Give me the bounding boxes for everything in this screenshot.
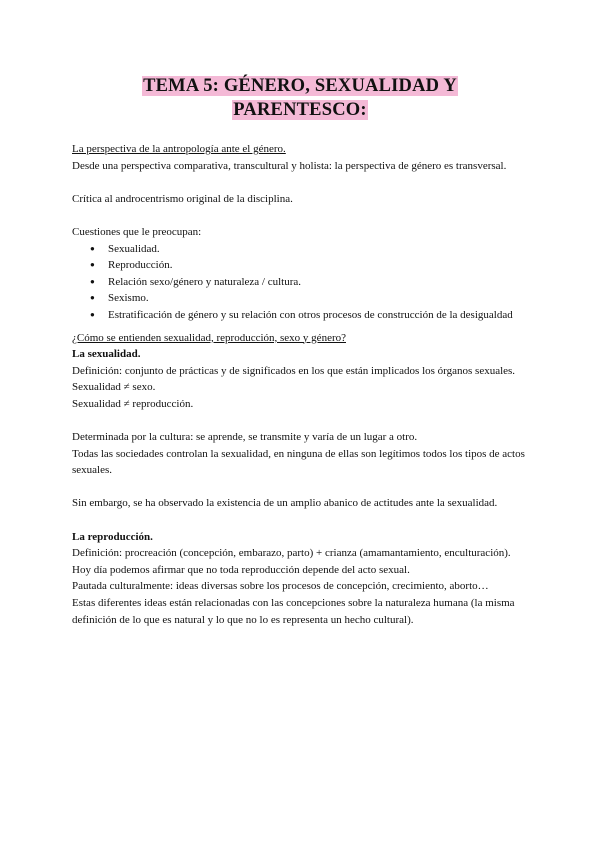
paragraph-cultura: Determinada por la cultura: se aprende, se transmite y varía de un lugar a otro. bbox=[72, 431, 418, 444]
sexualidad-heading: La sexualidad. bbox=[72, 348, 141, 361]
list-item: ● Estratificación de género y su relación con otros procesos de construcción de la desigualdad bbox=[72, 307, 542, 324]
title-line-1: TEMA 5: GÉNERO, SEXUALIDAD Y bbox=[143, 76, 457, 96]
paragraph-cuestiones: Cuestiones que le preocupan: bbox=[72, 225, 202, 238]
list-item: ● Sexismo. bbox=[72, 290, 542, 307]
section-heading-perspectiva: La perspectiva de la antropología ante el género. bbox=[72, 143, 286, 155]
bullet-list-cuestiones bbox=[72, 241, 542, 324]
sexualidad-neq-reproduccion: Sexualidad ≠ reproducción. bbox=[72, 397, 194, 410]
page-title bbox=[0, 74, 600, 122]
section-question: ¿Cómo se entienden sexualidad, reproducción, sexo y género? bbox=[72, 331, 346, 344]
paragraph-perspectiva: Desde una perspectiva comparativa, transcultural y holista: la perspectiva de género es transversal. bbox=[72, 159, 507, 172]
title-line-2: PARENTESCO: bbox=[233, 100, 367, 120]
paragraph-sociedades: Todas las sociedades controlan la sexualidad, en ninguna de ellas son legítimos todos los tipos de actos sexuales. bbox=[72, 447, 525, 477]
sexualidad-neq-sexo: Sexualidad ≠ sexo. bbox=[72, 381, 156, 394]
paragraph-abanico: Sin embargo, se ha observado la existencia de un amplio abanico de actitudes ante la sexualidad. bbox=[72, 497, 498, 510]
paragraph-ideas: Estas diferentes ideas están relacionadas con las concepciones sobre la naturaleza humana (la misma definición de lo que es natural y lo que no lo es representa un hecho cultural). bbox=[72, 597, 515, 626]
list-item: ● Relación sexo/género y naturaleza / cultura. bbox=[72, 274, 542, 291]
document-body bbox=[72, 141, 542, 628]
paragraph-pautada: Pautada culturalmente: ideas diversas sobre los procesos de concepción, crecimiento, aborto… bbox=[72, 580, 489, 593]
list-item: ● Reproducción. bbox=[72, 257, 542, 274]
reproduccion-definition: Definición: procreación (concepción, embarazo, parto) + crianza (amamantamiento, enculturación). bbox=[72, 547, 511, 560]
paragraph-hoy-dia: Hoy día podemos afirmar que no toda reproducción depende del acto sexual. bbox=[72, 563, 410, 576]
list-item: ● Sexualidad. bbox=[72, 241, 542, 258]
reproduccion-heading: La reproducción. bbox=[72, 530, 153, 543]
paragraph-androcentrismo: Crítica al androcentrismo original de la disciplina. bbox=[72, 192, 293, 205]
sexualidad-definition: Definición: conjunto de prácticas y de significados en los que están implicados los órganos sexuales. bbox=[72, 364, 516, 377]
